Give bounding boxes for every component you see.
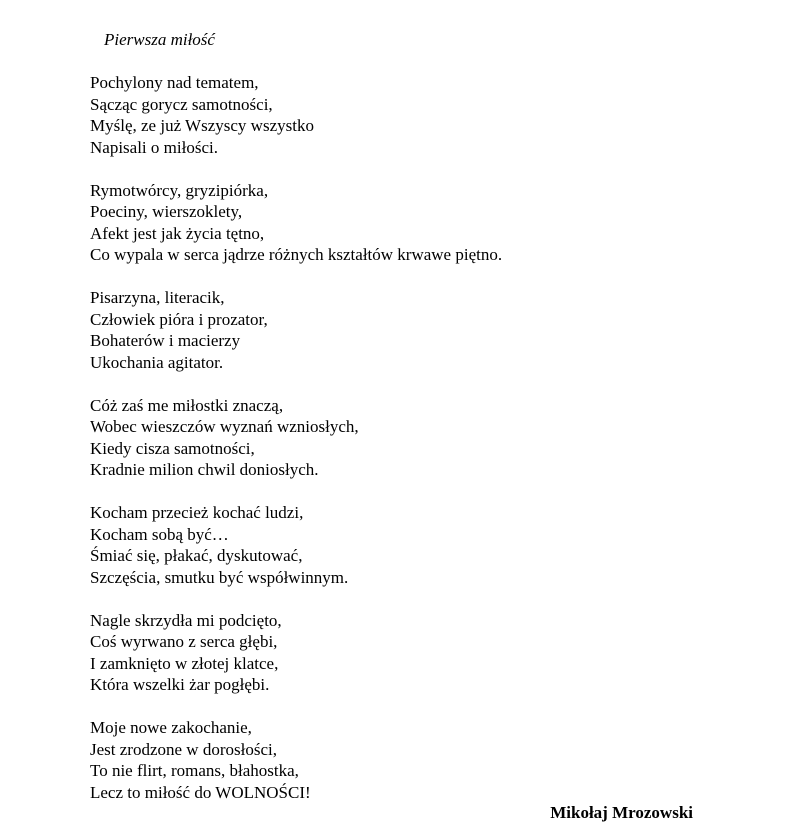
poem-line: Napisali o miłości. xyxy=(90,137,218,157)
poem-line: I zamknięto w złotej klatce, xyxy=(90,653,279,673)
poem-line: Rymotwórcy, gryzipiórka, xyxy=(90,180,269,200)
poem-line: Śmiać się, płakać, dyskutować, xyxy=(90,546,303,565)
author-signature: Mikołaj Mrozowski xyxy=(550,803,693,822)
stanza-3 xyxy=(90,287,690,373)
stanza-6 xyxy=(90,610,690,696)
poem-line: Moje nowe zakochanie, xyxy=(90,718,252,737)
poem-line: Nagle skrzydła mi podcięto, xyxy=(90,610,282,630)
poem-line: Pochylony nad tematem, xyxy=(90,73,259,92)
poem-line: To nie flirt, romans, błahostka, xyxy=(90,761,299,780)
poem-line: Sącząc gorycz samotności, xyxy=(90,94,273,114)
poem-line: Kocham sobą być… xyxy=(90,524,229,544)
poem-title: Pierwsza miłość xyxy=(104,30,215,49)
poem-line: Wobec wieszczów wyznań wzniosłych, xyxy=(90,417,359,436)
poem-line: Ukochania agitator. xyxy=(90,352,224,372)
stanza-1 xyxy=(90,72,690,158)
poem-line: Kiedy cisza samotności, xyxy=(90,438,255,458)
poem-line: Afekt jest jak życia tętno, xyxy=(90,223,265,243)
stanza-5 xyxy=(90,502,690,588)
poem-line: Poeciny, wierszoklety, xyxy=(90,202,243,221)
poem-line: Szczęścia, smutku być współwinnym. xyxy=(90,567,349,587)
poem-line: Kocham przecież kochać ludzi, xyxy=(90,503,304,522)
poem-line: Jest zrodzone w dorosłości, xyxy=(90,739,277,759)
poem-line: Pisarzyna, literacik, xyxy=(90,288,225,307)
poem-line: Która wszelki żar pogłębi. xyxy=(90,675,270,694)
poem-line: Coś wyrwano z serca głębi, xyxy=(90,632,278,651)
poem-line: Co wypala w serca jądrze różnych kształtów krwawe piętno. xyxy=(90,245,503,264)
poem-body xyxy=(90,72,690,803)
poem-line: Lecz to miłość do WOLNOŚCI! xyxy=(90,782,311,802)
poem-line: Kradnie milion chwil doniosłych. xyxy=(90,460,319,479)
poem-line: Człowiek pióra i prozator, xyxy=(90,309,268,329)
stanza-4 xyxy=(90,395,690,481)
poem-line: Cóż zaś me miłostki znaczą, xyxy=(90,395,284,415)
poem-line: Bohaterów i macierzy xyxy=(90,331,241,350)
stanza-7 xyxy=(90,717,690,803)
stanza-2 xyxy=(90,180,690,266)
poem-line: Myślę, ze już Wszyscy wszystko xyxy=(90,116,314,135)
